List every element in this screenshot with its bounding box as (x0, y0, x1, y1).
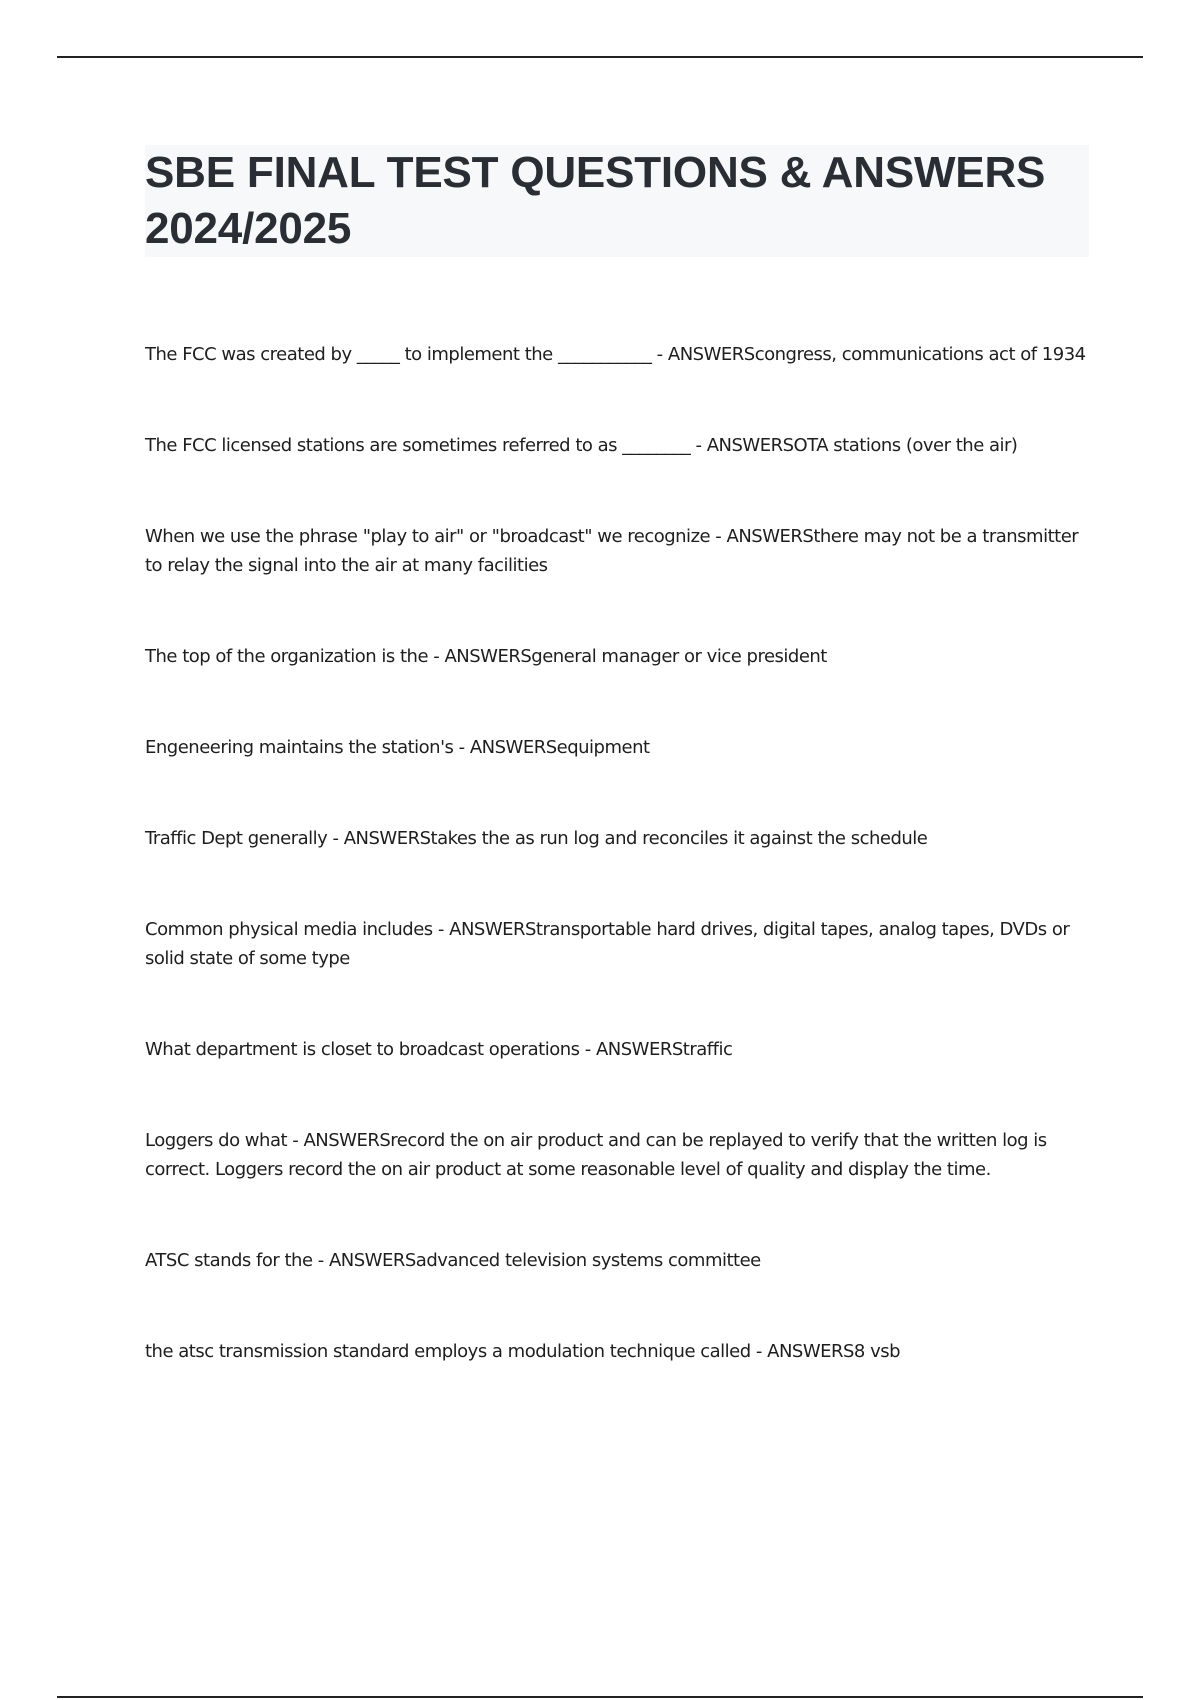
qa-item: The top of the organization is the - ANSWERSgeneral manager or vice president (145, 646, 827, 667)
qa-item: The FCC was created by _____ to implement the ___________ - ANSWERScongress, communications act of 1934 (145, 344, 1086, 365)
qa-item: ATSC stands for the - ANSWERSadvanced television systems committee (145, 1250, 761, 1271)
qa-item: What department is closet to broadcast operations - ANSWERStraffic (145, 1039, 733, 1060)
qa-item: When we use the phrase "play to air" or "broadcast" we recognize - ANSWERSthere may not be a transmitter to relay the signal into the air at many facilities (145, 526, 1079, 576)
title-block (145, 145, 1089, 257)
qa-item: Traffic Dept generally - ANSWERStakes the as run log and reconciles it against the schedule (145, 828, 928, 849)
bottom-rule (57, 1696, 1143, 1698)
document-title: SBE FINAL TEST QUESTIONS & ANSWERS 2024/2025 (145, 148, 1046, 253)
qa-item: Engeneering maintains the station's - ANSWERSequipment (145, 737, 650, 758)
qa-item: the atsc transmission standard employs a modulation technique called - ANSWERS8 vsb (145, 1341, 901, 1362)
qa-item: Loggers do what - ANSWERSrecord the on air product and can be replayed to verify that the written log is correct. Loggers record the on air product at some reasonable level of quality and display the time. (145, 1130, 1047, 1180)
qa-list (145, 340, 1090, 1428)
qa-item: The FCC licensed stations are sometimes referred to as ________ - ANSWERSOTA stations (over the air) (145, 435, 1018, 456)
qa-item: Common physical media includes - ANSWERStransportable hard drives, digital tapes, analog tapes, DVDs or solid state of some type (145, 919, 1070, 969)
top-rule (57, 56, 1143, 58)
